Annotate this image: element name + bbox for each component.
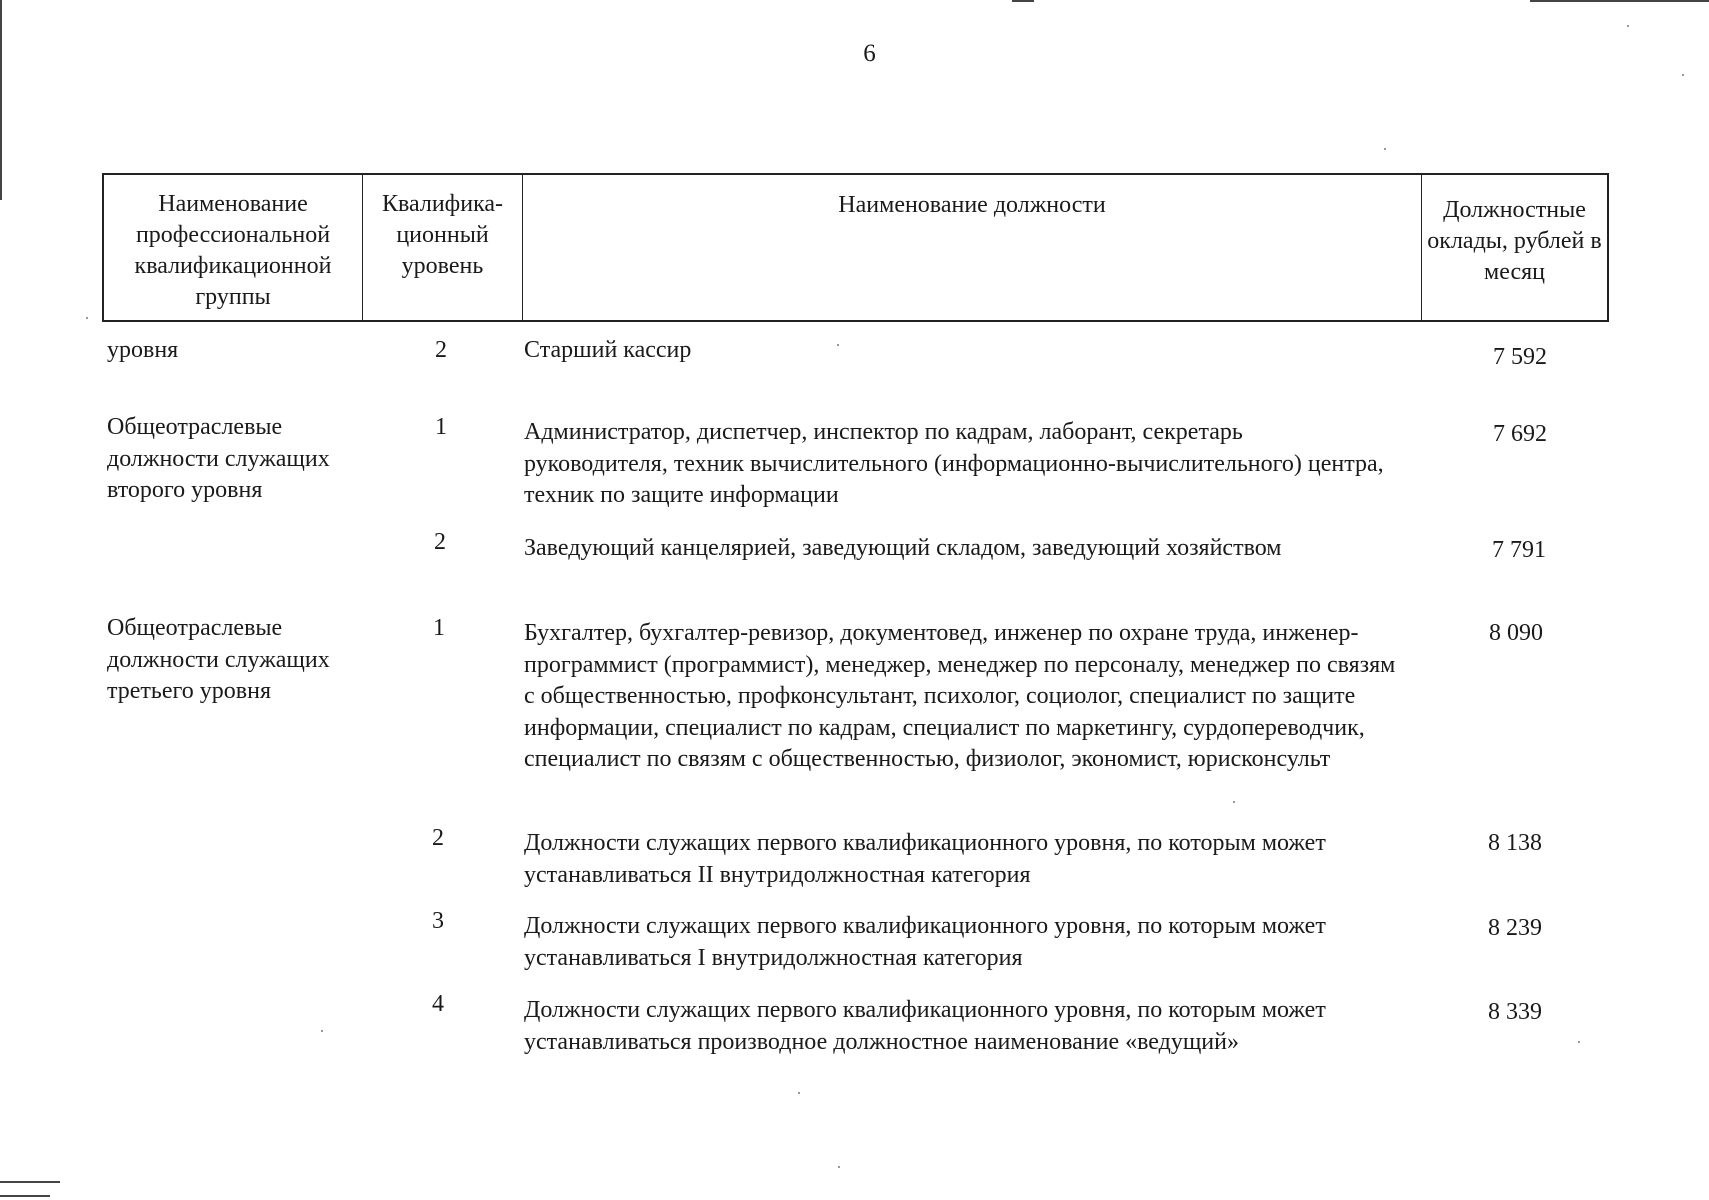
position-list: Должности служащих первого квалификационного уровня, по которым может устанавливаться II внутридолжностная категория xyxy=(524,830,1326,888)
qualification-level: 1 xyxy=(433,615,445,641)
scan-speck xyxy=(798,1092,800,1094)
scan-speck xyxy=(321,1030,323,1032)
qualification-level: 2 xyxy=(434,529,446,555)
position-list: Должности служащих первого квалификационного уровня, по которым может устанавливаться I внутридолжностная категория xyxy=(524,913,1326,971)
group-name: Общеотраслевые должности служащих третьего уровня xyxy=(107,615,330,704)
page-number: 6 xyxy=(863,40,876,67)
scan-speck xyxy=(1578,1041,1580,1043)
qualification-level: 2 xyxy=(432,825,444,851)
position-list: Администратор, диспетчер, инспектор по кадрам, лаборант, секретарь руководителя, техник вычислительного (информационно-вычислительного) центра, техник по защите информации xyxy=(524,419,1384,508)
table-header xyxy=(102,173,1609,322)
qualification-level: 1 xyxy=(435,414,447,440)
scan-speck xyxy=(86,317,88,319)
group-name: Общеотраслевые должности служащих второго уровня xyxy=(107,414,330,503)
qualification-level: 4 xyxy=(432,991,444,1017)
scan-edge-mark xyxy=(0,0,2,200)
scan-speck xyxy=(1384,148,1386,150)
salary-value: 8 138 xyxy=(1488,830,1542,856)
qualification-level: 2 xyxy=(435,337,447,363)
position-list: Старший кассир xyxy=(524,337,692,363)
scan-speck xyxy=(1682,74,1684,76)
header-qualification-level: Квалифика-ционный уровень xyxy=(363,175,523,320)
scan-speck xyxy=(1627,25,1629,27)
position-list: Должности служащих первого квалификационного уровня, по которым может устанавливаться производное должностное наименование «ведущий» xyxy=(524,997,1326,1055)
salary-value: 8 090 xyxy=(1489,620,1543,646)
scan-speck xyxy=(1233,801,1235,803)
scan-edge-mark xyxy=(1530,0,1709,2)
salary-value: 7 592 xyxy=(1493,344,1547,370)
position-list: Заведующий канцелярией, заведующий складом, заведующий хозяйством xyxy=(524,535,1282,561)
salary-value: 7 692 xyxy=(1493,421,1547,447)
group-name: уровня xyxy=(107,337,179,363)
header-position-name: Наименование должности xyxy=(523,175,1422,320)
scan-speck xyxy=(838,1166,840,1168)
salary-value: 8 239 xyxy=(1488,915,1542,941)
salary-value: 8 339 xyxy=(1488,999,1542,1025)
scan-edge-mark xyxy=(0,1181,60,1183)
scan-edge-mark xyxy=(0,1195,50,1197)
position-list: Бухгалтер, бухгалтер-ревизор, документовед, инженер по охране труда, инженер-программист (программист), менеджер, менеджер по персоналу, менеджер по связям с общественностью, профконсультант, психолог, социолог, специалист по защите информации, специалист по кадрам, специалист по маркетингу, сурдопереводчик, специалист по связям с общественностью, физиолог, экономист, юрисконсульт xyxy=(524,620,1396,772)
header-group-name: Наименование профессиональной квалификационной группы xyxy=(104,175,363,320)
scan-edge-mark xyxy=(1012,0,1034,2)
header-salary: Должностные оклады, рублей в месяц xyxy=(1427,197,1602,285)
qualification-level: 3 xyxy=(432,908,444,934)
salary-value: 7 791 xyxy=(1492,537,1546,563)
